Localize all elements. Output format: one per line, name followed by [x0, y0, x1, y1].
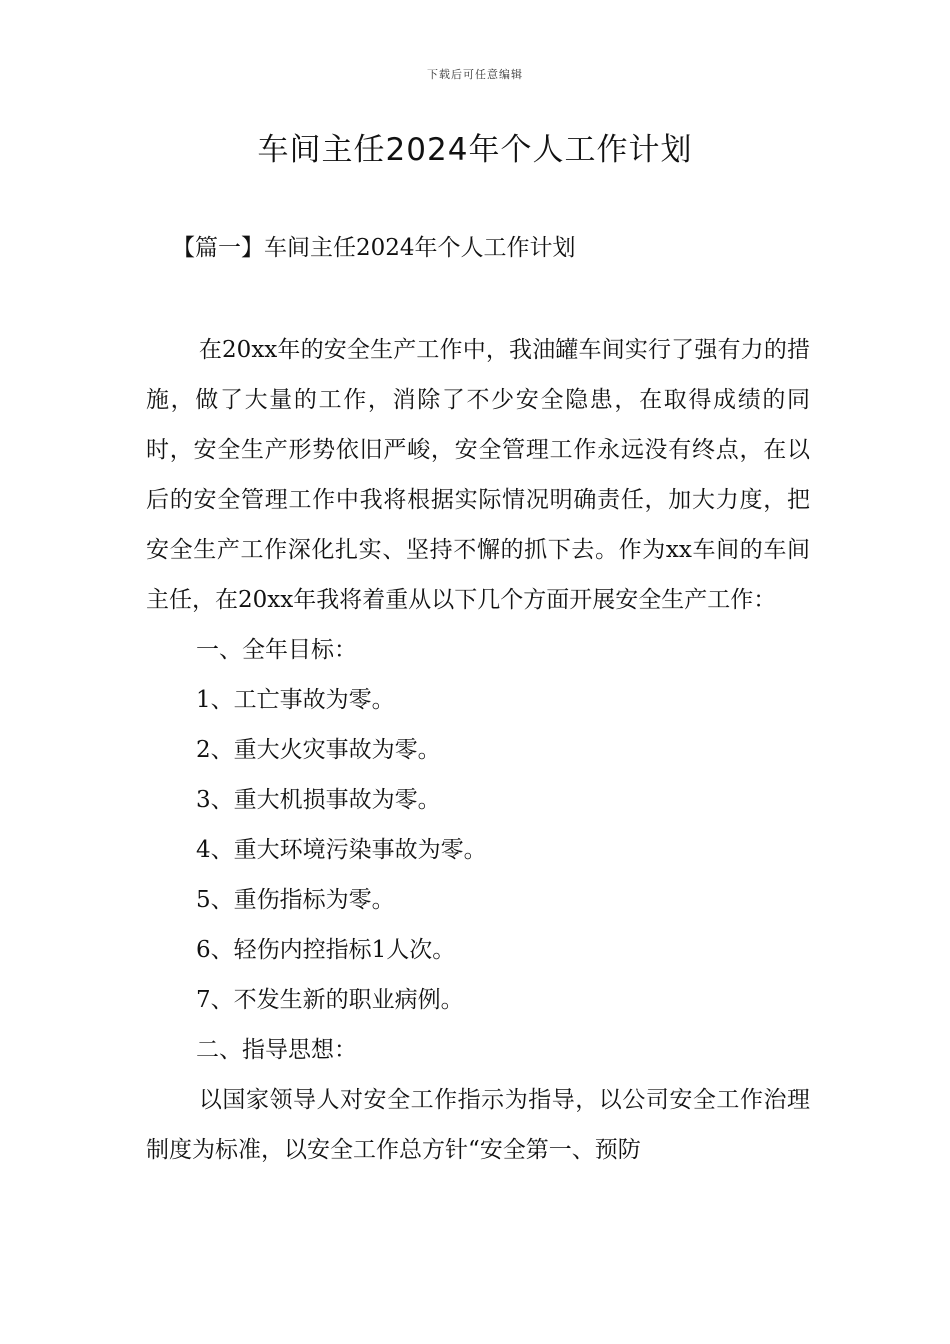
section-heading: 【篇一】车间主任2024年个人工作计划: [172, 235, 576, 261]
goal-item: 6、轻伤内控指标1人次。: [196, 937, 456, 963]
goal-item: 7、不发生新的职业病例。: [196, 987, 464, 1013]
guidance-heading: 二、指导思想：: [196, 1037, 357, 1063]
goals-heading: 一、全年目标：: [196, 637, 357, 663]
goal-item: 4、重大环境污染事故为零。: [196, 837, 487, 863]
goal-item: 1、工亡事故为零。: [196, 687, 395, 713]
guidance-paragraph: 以国家领导人对安全工作指示为指导，以公司安全工作治理制度为标准，以安全工作总方针“安全第一、预防: [146, 1087, 810, 1163]
intro-paragraph: 在20xx年的安全生产工作中，我油罐车间实行了强有力的措施，做了大量的工作，消除了不少安全隐患，在取得成绩的同时，安全生产形势依旧严峻，安全管理工作永远没有终点，在以后的安全管理工作中我将根据实际情况明确责任，加大力度，把安全生产工作深化扎实、坚持不懈的抓下去。作为xx车间的车间主任，在20xx年我将着重从以下几个方面开展安全生产工作：: [146, 337, 810, 613]
goal-item: 5、重伤指标为零。: [196, 887, 395, 913]
goal-item: 3、重大机损事故为零。: [196, 787, 441, 813]
header-note: 下载后可任意编辑: [427, 68, 523, 81]
document-title: 车间主任2024年个人工作计划: [257, 132, 693, 168]
goal-item: 2、重大火灾事故为零。: [196, 737, 441, 763]
document-body: [146, 325, 810, 1175]
